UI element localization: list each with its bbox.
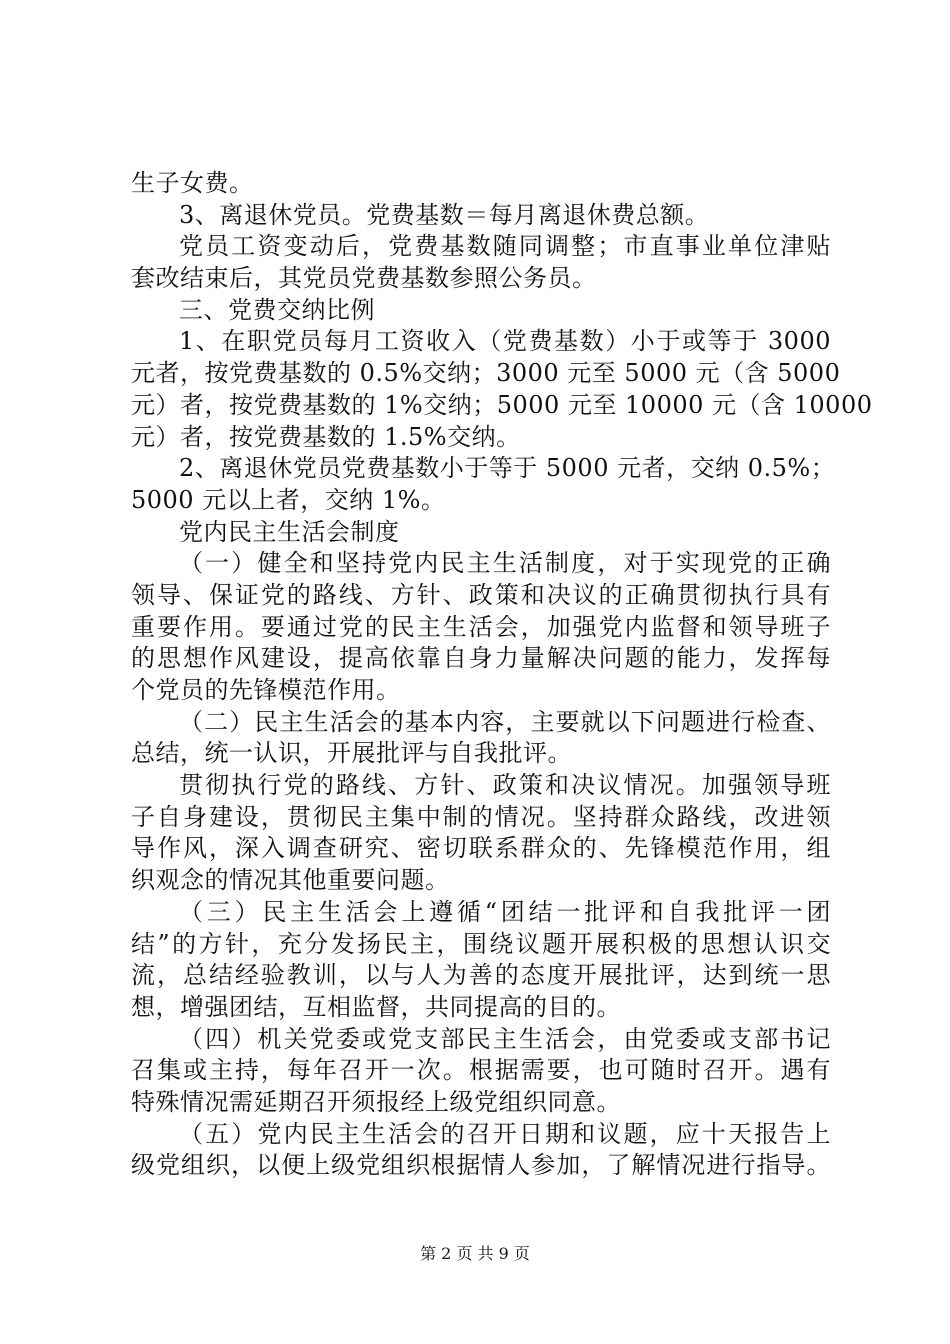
text-line: 元者，按党费基数的 0.5%交纳；3000 元至 5000 元（含 5000 — [131, 359, 841, 388]
text-line: 级党组织，以便上级党组织根据情人参加，了解情况进行指导。 — [131, 1151, 831, 1180]
text-line: 2、离退休党员党费基数小于等于 5000 元者，交纳 0.5%； — [179, 454, 836, 483]
text-line: 生子女费。 — [131, 169, 254, 197]
text-line: 个党员的先锋模范作用。 — [131, 676, 401, 704]
text-line: 元）者，按党费基数的 1.5%交纳。 — [131, 422, 521, 451]
page-footer: 第 2 页 共 9 页 — [420, 1244, 530, 1263]
text-line: （五）党内民主生活会的召开日期和议题，应十天报告上 — [179, 1119, 831, 1148]
text-line: 召集或主持，每年召开一次。根据需要，也可随时召开。遇有 — [131, 1056, 831, 1085]
text-line: 3、离退休党员。党费基数＝每月离退休费总额。 — [179, 200, 710, 229]
text-line: 子自身建设，贯彻民主集中制的情况。坚持群众路线，改进领 — [131, 802, 831, 831]
text-line: 结”的方针，充分发扬民主，围绕议题开展积极的思想认识交 — [131, 929, 831, 958]
text-line: 党内民主生活会制度 — [179, 517, 400, 546]
text-line: 三、党费交纳比例 — [179, 295, 375, 324]
text-line: 想，增强团结，互相监督，共同提高的目的。 — [131, 992, 621, 1021]
document-body — [131, 168, 873, 1182]
text-line: 特殊情况需延期召开须报经上级党组织同意。 — [131, 1087, 621, 1116]
text-line: （二）民主生活会的基本内容，主要就以下问题进行检查、 — [179, 707, 831, 736]
text-line: 流，总结经验教训，以与人为善的态度开展批评，达到统一思 — [131, 961, 831, 990]
text-line: 的思想作风建设，提高依靠自身力量解决问题的能力，发挥每 — [131, 644, 831, 673]
text-line: 重要作用。要通过党的民主生活会，加强党内监督和领导班子 — [131, 612, 831, 641]
text-line: 元）者，按党费基数的 1%交纳；5000 元至 10000 元（含 10000 — [131, 390, 873, 419]
text-line: 1、在职党员每月工资收入（党费基数）小于或等于 3000 — [179, 327, 831, 356]
text-line: 织观念的情况其他重要问题。 — [131, 866, 450, 895]
text-line: 贯彻执行党的路线、方针、政策和决议情况。加强领导班 — [179, 771, 831, 800]
text-line: 总结，统一认识，开展批评与自我批评。 — [131, 739, 572, 768]
text-line: 5000 元以上者，交纳 1%。 — [131, 485, 446, 514]
text-line: 导作风，深入调查研究、密切联系群众的、先锋模范作用，组 — [131, 834, 831, 863]
text-line: （三）民主生活会上遵循“团结一批评和自我批评一团 — [179, 897, 831, 926]
text-line: （四）机关党委或党支部民主生活会，由党委或支部书记 — [179, 1024, 831, 1053]
text-line: 领导、保证党的路线、方针、政策和决议的正确贯彻执行具有 — [131, 580, 831, 609]
text-line: （一）健全和坚持党内民主生活制度，对于实现党的正确 — [179, 549, 831, 578]
text-line: 套改结束后，其党员党费基数参照公务员。 — [131, 264, 597, 293]
text-line: 党员工资变动后，党费基数随同调整；市直事业单位津贴 — [179, 232, 831, 261]
